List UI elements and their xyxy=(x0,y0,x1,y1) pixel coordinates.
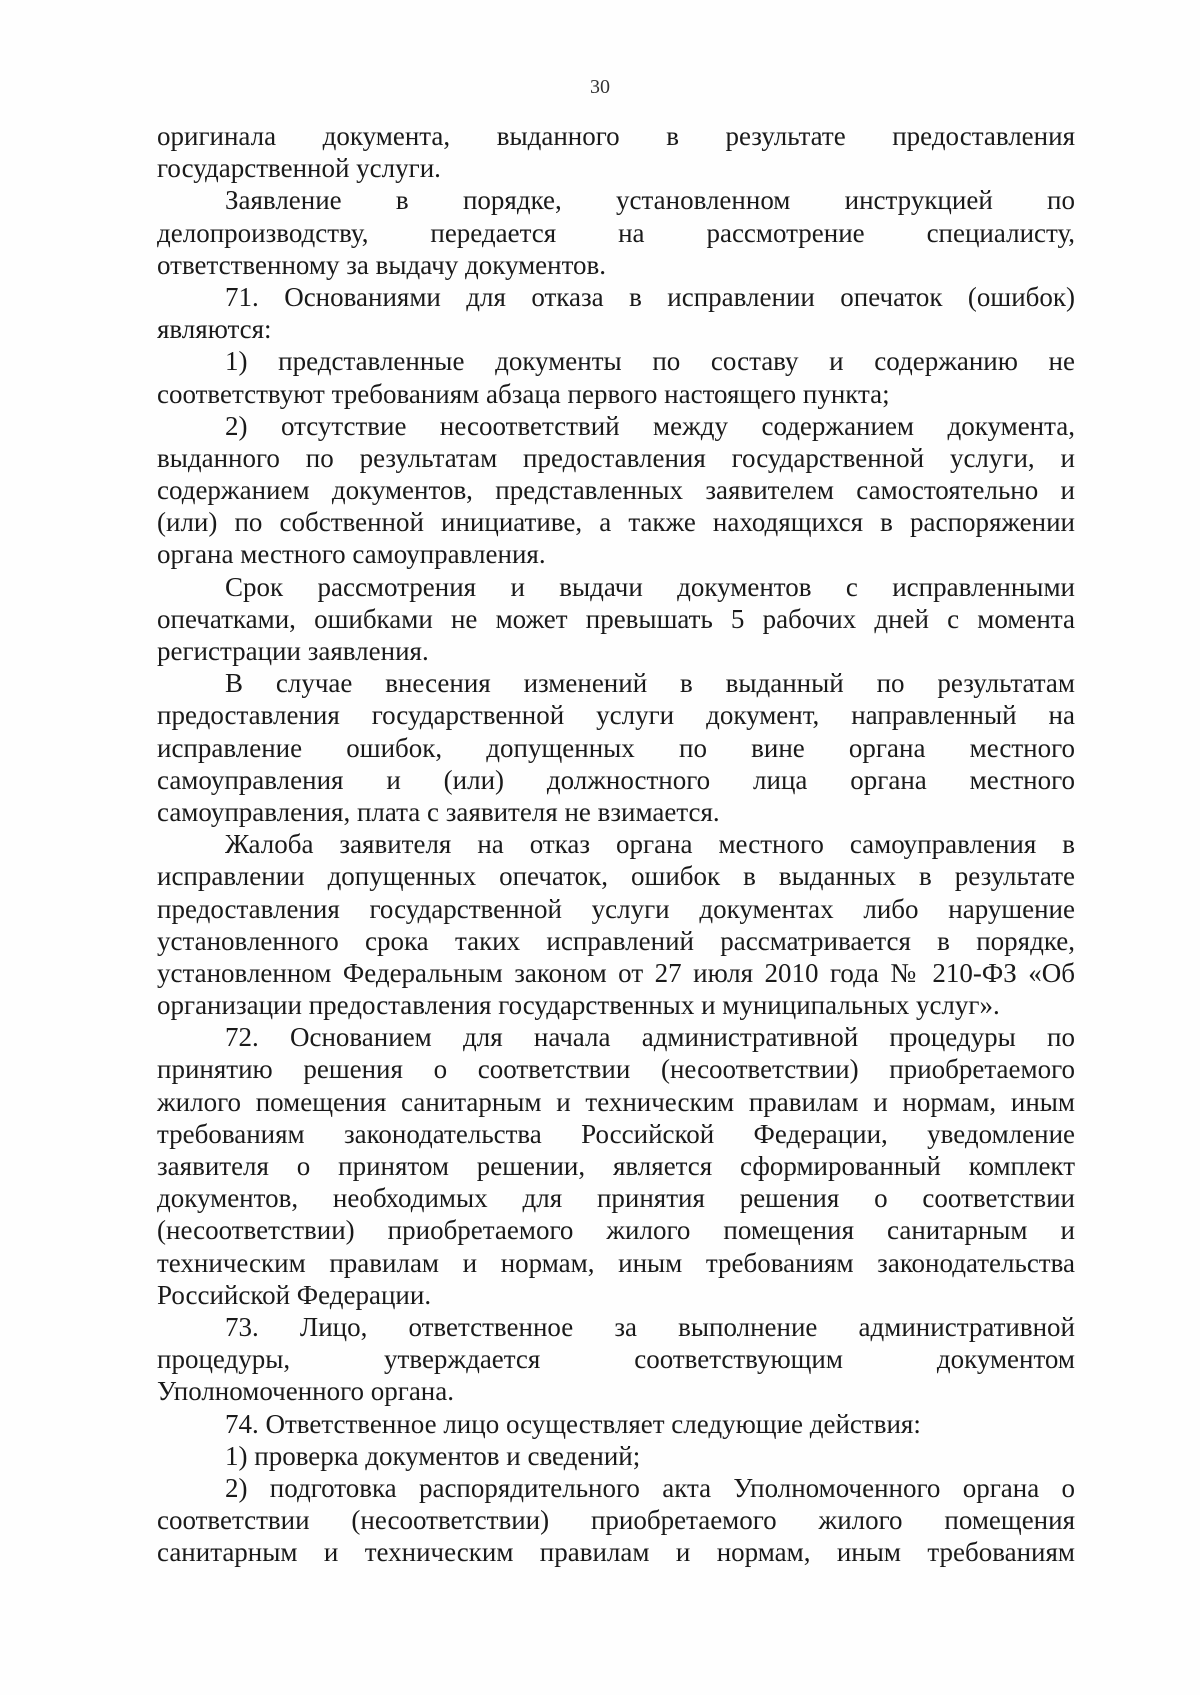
text-line: опечатками, ошибками не может превышать 5 рабочих дней с момента xyxy=(157,603,1075,634)
text-line: предоставления государственной услуги документ, направленный на xyxy=(157,700,1075,731)
text-line: санитарным и техническим правилам и нормам, иным требованиям xyxy=(157,1537,1075,1568)
text-line: 1) представленные документы по составу и содержанию не xyxy=(225,346,1075,377)
text-line: В случае внесения изменений в выданный по результатам xyxy=(225,668,1075,699)
text-line: выданного по результатам предоставления государственной услуги, и xyxy=(157,442,1075,473)
text-line: 2) подготовка распорядительного акта Уполномоченного органа о xyxy=(225,1472,1075,1503)
text-line: заявителя о принятом решении, является сформированный комплект xyxy=(157,1151,1075,1181)
text-line: техническим правилам и нормам, иным требованиям законодательства xyxy=(157,1247,1075,1278)
text-line: регистрации заявления. xyxy=(157,636,429,666)
text-line: Жалоба заявителя на отказ органа местного самоуправления в xyxy=(225,829,1075,860)
document-body xyxy=(157,120,1075,1568)
text-line: самоуправления и (или) должностного лица органа местного xyxy=(157,764,1075,795)
text-line: государственной услуги. xyxy=(157,153,441,184)
text-line: оригинала документа, выданного в результате предоставления xyxy=(157,121,1075,151)
text-line: предоставления государственной услуги документах либо нарушение xyxy=(157,893,1075,924)
text-line: ответственному за выдачу документов. xyxy=(157,249,607,280)
page-number: 30 xyxy=(590,76,610,98)
text-line: являются: xyxy=(157,314,272,345)
text-line: органа местного самоуправления. xyxy=(157,539,546,570)
text-line: делопроизводству, передается на рассмотрение специалисту, xyxy=(157,217,1075,248)
text-line: Российской Федерации. xyxy=(157,1279,432,1310)
text-line: 71. Основаниями для отказа в исправлении опечаток (ошибок) xyxy=(225,281,1075,312)
text-line: организации предоставления государственных и муниципальных услуг». xyxy=(157,990,1000,1021)
text-line: 72. Основанием для начала административной процедуры по xyxy=(225,1022,1075,1053)
text-line: (или) по собственной инициативе, а также находящихся в распоряжении xyxy=(157,507,1075,538)
text-line: 73. Лицо, ответственное за выполнение административной xyxy=(225,1311,1075,1342)
text-line: 1) проверка документов и сведений; xyxy=(225,1440,641,1471)
text-line: 74. Ответственное лицо осуществляет следующие действия: xyxy=(225,1408,921,1439)
text-line: 2) отсутствие несоответствий между содержанием документа, xyxy=(225,410,1075,441)
text-line: содержанием документов, представленных заявителем самостоятельно и xyxy=(157,475,1075,506)
text-line: Уполномоченного органа. xyxy=(157,1376,454,1407)
text-line: (несоответствии) приобретаемого жилого помещения санитарным и xyxy=(157,1215,1075,1246)
text-line: исправлении допущенных опечаток, ошибок в выданных в результате xyxy=(157,861,1075,892)
text-line: требованиям законодательства Российской Федерации, уведомление xyxy=(157,1118,1075,1149)
text-line: соответствии (несоответствии) приобретаемого жилого помещения xyxy=(157,1505,1075,1536)
text-line: самоуправления, плата с заявителя не взимается. xyxy=(157,796,720,827)
text-line: Заявление в порядке, установленном инструкцией по xyxy=(225,185,1075,216)
text-line: исправление ошибок, допущенных по вине органа местного xyxy=(157,732,1075,763)
text-line: соответствуют требованиям абзаца первого настоящего пункта; xyxy=(157,378,890,409)
text-line: Срок рассмотрения и выдачи документов с исправленными xyxy=(225,571,1075,602)
text-line: процедуры, утверждается соответствующим документом xyxy=(157,1344,1075,1375)
text-line: установленном Федеральным законом от 27 июля 2010 года № 210-ФЗ «Об xyxy=(157,957,1075,988)
text-line: установленного срока таких исправлений рассматривается в порядке, xyxy=(157,925,1075,956)
text-line: жилого помещения санитарным и техническим правилам и нормам, иным xyxy=(157,1086,1075,1117)
text-line: документов, необходимых для принятия решения о соответствии xyxy=(157,1183,1075,1214)
text-line: принятию решения о соответствии (несоответствии) приобретаемого xyxy=(157,1054,1075,1085)
